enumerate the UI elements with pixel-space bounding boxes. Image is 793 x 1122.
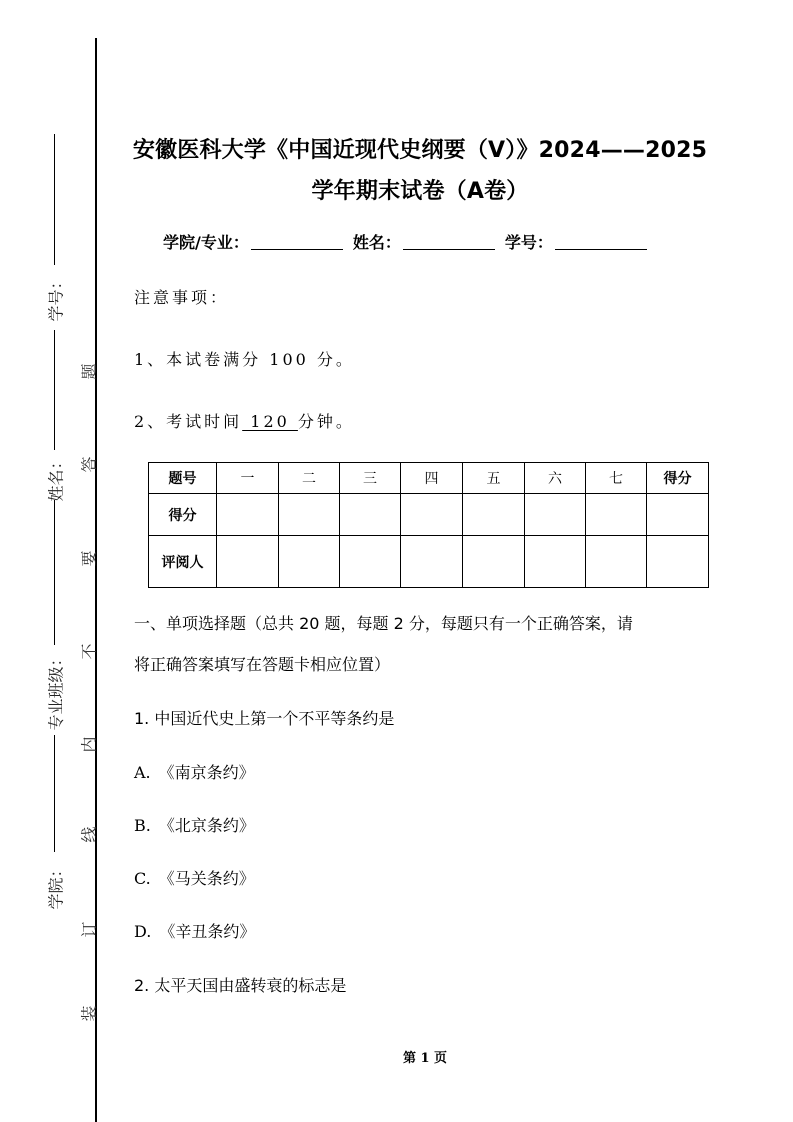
score-cell[interactable] xyxy=(401,494,463,536)
margin-warning-char: 题 xyxy=(79,363,99,380)
margin-warning-char: 线 xyxy=(79,826,99,843)
notes-heading: 注意事项： xyxy=(134,288,230,307)
header-cell: 二 xyxy=(279,463,340,494)
page-number: 第 1 页 xyxy=(402,1051,448,1066)
score-cell[interactable] xyxy=(525,494,586,536)
binding-line-segment xyxy=(54,330,55,450)
score-cell[interactable] xyxy=(647,494,709,536)
notes-item-1: 1、本试卷满分 100 分。 xyxy=(134,350,355,369)
grader-cell[interactable] xyxy=(463,536,525,588)
question-1-option-a: A. 《南京条约》 xyxy=(134,763,255,782)
header-cell: 六 xyxy=(525,463,586,494)
question-1-option-d: D. 《辛丑条约》 xyxy=(134,922,256,941)
row-label: 评阅人 xyxy=(149,536,217,588)
score-table xyxy=(148,462,709,588)
section-1-instructions-line1: 一、单项选择题（总共 20 题，每题 2 分，每题只有一个正确答案，请 xyxy=(134,614,633,633)
margin-label-student-id: 学号： xyxy=(46,272,66,322)
score-cell[interactable] xyxy=(340,494,401,536)
exam-title-line2: 学年期末试卷（A卷） xyxy=(311,179,529,204)
grader-cell[interactable] xyxy=(525,536,586,588)
margin-label-college: 学院： xyxy=(46,860,66,910)
grader-cell[interactable] xyxy=(279,536,340,588)
exam-title-line1: 安徽医科大学《中国近现代史纲要（V）》2024——2025 xyxy=(132,138,708,163)
question-1-stem: 1. 中国近代史上第一个不平等条约是 xyxy=(134,709,395,728)
margin-warning-char: 订 xyxy=(79,921,99,938)
grader-cell[interactable] xyxy=(647,536,709,588)
margin-warning-char: 答 xyxy=(79,456,99,473)
margin-warning-char: 不 xyxy=(79,643,99,660)
binding-line-segment xyxy=(54,134,55,265)
score-cell[interactable] xyxy=(279,494,340,536)
header-cell: 一 xyxy=(217,463,279,494)
score-cell[interactable] xyxy=(586,494,647,536)
question-2-stem: 2. 太平天国由盛转衰的标志是 xyxy=(134,976,347,995)
margin-warning-char: 内 xyxy=(79,736,99,753)
header-cell: 三 xyxy=(340,463,401,494)
header-cell: 五 xyxy=(463,463,525,494)
binding-line-segment xyxy=(54,735,55,852)
margin-warning-char: 要 xyxy=(79,550,99,567)
margin-label-major-class: 专业班级： xyxy=(46,649,66,731)
exam-duration: 120 xyxy=(242,412,298,431)
binding-line-segment xyxy=(54,500,55,645)
score-row xyxy=(149,494,709,536)
margin-label-name: 姓名： xyxy=(46,452,66,502)
header-cell: 四 xyxy=(401,463,463,494)
row-label: 得分 xyxy=(149,494,217,536)
score-cell[interactable] xyxy=(463,494,525,536)
binding-line-outer xyxy=(95,38,97,1122)
grader-cell[interactable] xyxy=(217,536,279,588)
student-id-blank[interactable] xyxy=(555,248,647,250)
grader-row xyxy=(149,536,709,588)
question-1-option-c: C. 《马关条约》 xyxy=(134,869,255,888)
header-cell: 七 xyxy=(586,463,647,494)
name-label: 姓名： xyxy=(352,233,401,252)
name-blank[interactable] xyxy=(403,248,495,250)
header-cell: 得分 xyxy=(647,463,709,494)
student-id-label: 学号： xyxy=(504,233,553,252)
college-major-blank[interactable] xyxy=(251,248,343,250)
college-major-label: 学院/专业： xyxy=(163,233,249,252)
grader-cell[interactable] xyxy=(401,536,463,588)
header-cell: 题号 xyxy=(149,463,217,494)
notes-item-2: 2、考试时间 120 分钟。 xyxy=(134,412,355,431)
grader-cell[interactable] xyxy=(586,536,647,588)
grader-cell[interactable] xyxy=(340,536,401,588)
student-info-line xyxy=(163,230,657,253)
score-cell[interactable] xyxy=(217,494,279,536)
section-1-instructions-line2: 将正确答案填写在答题卡相应位置） xyxy=(134,655,391,674)
margin-warning-char: 装 xyxy=(79,1005,99,1022)
question-1-option-b: B. 《北京条约》 xyxy=(134,816,255,835)
score-table-header-row xyxy=(149,463,709,494)
